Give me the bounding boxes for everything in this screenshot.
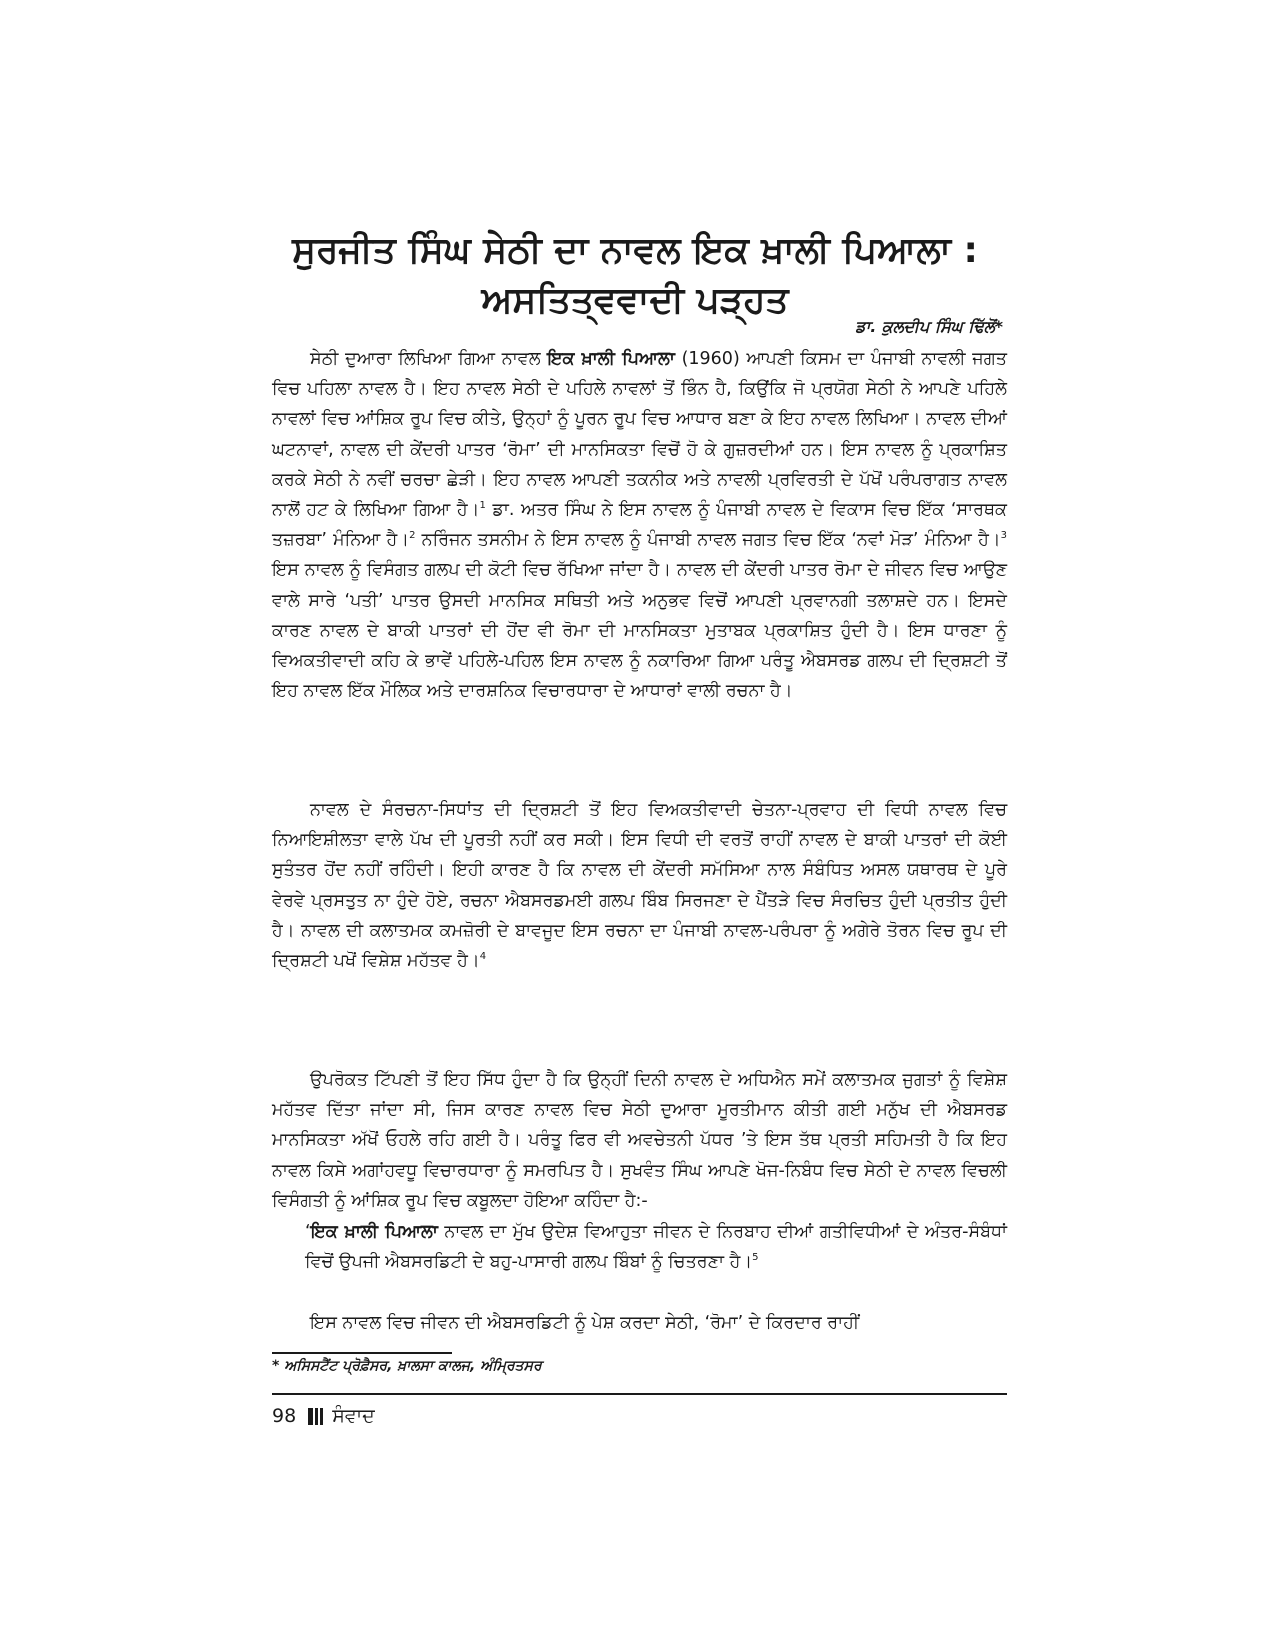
block-quote [305,1217,1007,1277]
paragraph-1 [272,344,1007,706]
paragraph-1-part-a: (1960) ਆਪਣੀ ਕਿਸਮ ਦਾ ਪੰਜਾਬੀ ਨਾਵਲੀ ਜਗਤ ਵਿਚ ਪਹਿਲਾ ਨਾਵਲ ਹੈ। ਇਹ ਨਾਵਲ ਸੇਠੀ ਦੇ ਪਹਿਲੇ ਨਾਵਲਾਂ ਤੋਂ ਭਿੰਨ ਹੈ, ਕਿਉਂਕਿ ਜੋ ਪ੍ਰਯੋਗ ਸੇਠੀ ਨੇ ਆਪਣੇ ਪਹਿਲੇ ਨਾਵਲਾਂ ਵਿਚ ਆਂਸ਼ਿਕ ਰੂਪ ਵਿਚ ਕੀਤੇ, ਉਨ੍ਹਾਂ ਨੂੰ ਪੂਰਨ ਰੂਪ ਵਿਚ ਆਧਾਰ ਬਣਾ ਕੇ ਇਹ ਨਾਵਲ ਲਿਖਿਆ। ਨਾਵਲ ਦੀਆਂ ਘਟਨਾਵਾਂ, ਨਾਵਲ ਦੀ ਕੇਂਦਰੀ ਪਾਤਰ ‘ਰੋਮਾ’ ਦੀ ਮਾਨਸਿਕਤਾ ਵਿਚੋਂ ਹੋ ਕੇ ਗੁਜ਼ਰਦੀਆਂ ਹਨ। ਇਸ ਨਾਵਲ ਨੂੰ ਪ੍ਰਕਾਸ਼ਿਤ ਕਰਕੇ ਸੇਠੀ ਨੇ ਨਵੀਂ ਚਰਚਾ ਛੇੜੀ। ਇਹ ਨਾਵਲ ਆਪਣੀ ਤਕਨੀਕ ਅਤੇ ਨਾਵਲੀ ਪ੍ਰਵਿਰਤੀ ਦੇ ਪੱਖੋਂ ਪਰੰਪਰਾਗਤ ਨਾਵਲ ਨਾਲੋਂ ਹਟ ਕੇ ਲਿਖਿਆ ਗਿਆ ਹੈ। [272,349,1008,521]
author-name: ਡਾ. ਕੁਲਦੀਪ ਸਿੰਘ ਢਿੱਲੋਂ* [855,317,1003,336]
footnote-ref-1: 1 [479,500,486,512]
journal-name: ਸੰਵਾਦ [332,1405,375,1427]
paragraph-2 [272,795,1007,976]
paragraph-3-text: ਉਪਰੋਕਤ ਟਿੱਪਣੀ ਤੋਂ ਇਹ ਸਿੱਧ ਹੁੰਦਾ ਹੈ ਕਿ ਉਨ੍ਹੀਂ ਦਿਨੀ ਨਾਵਲ ਦੇ ਅਧਿਐਨ ਸਮੇਂ ਕਲਾਤਮਕ ਜੁਗਤਾਂ ਨੂੰ ਵਿਸ਼ੇਸ਼ ਮਹੱਤਵ ਦਿੱਤਾ ਜਾਂਦਾ ਸੀ, ਜਿਸ ਕਾਰਣ ਨਾਵਲ ਵਿਚ ਸੇਠੀ ਦੁਆਰਾ ਮੂਰਤੀਮਾਨ ਕੀਤੀ ਗਈ ਮਨੁੱਖ ਦੀ ਐਬਸਰਡ ਮਾਨਸਿਕਤਾ ਅੱਖੋਂ ਓਹਲੇ ਰਹਿ ਗਈ ਹੈ। ਪਰੰਤੂ ਫਿਰ ਵੀ ਅਵਚੇਤਨੀ ਪੱਧਰ ’ਤੇ ਇਸ ਤੱਥ ਪ੍ਰਤੀ ਸਹਿਮਤੀ ਹੈ ਕਿ ਇਹ ਨਾਵਲ ਕਿਸੇ ਅਗਾਂਹਵਧੂ ਵਿਚਾਰਧਾਰਾ ਨੂੰ ਸਮਰਪਿਤ ਹੈ। ਸੁਖਵੰਤ ਸਿੰਘ ਆਪਣੇ ਖੋਜ-ਨਿਬੰਧ ਵਿਚ ਸੇਠੀ ਦੇ ਨਾਵਲ ਵਿਚਲੀ ਵਿਸੰਗਤੀ ਨੂੰ ਆਂਸ਼ਿਕ ਰੂਪ ਵਿਚ ਕਬੂਲਦਾ ਹੋਇਆ ਕਹਿੰਦਾ ਹੈ:- [272,1070,1007,1211]
journal-bars-icon [308,1408,323,1425]
footer-divider [272,1393,1007,1395]
paragraph-4-text: ਇਸ ਨਾਵਲ ਵਿਚ ਜੀਵਨ ਦੀ ਐਬਸਰਡਿਟੀ ਨੂੰ ਪੇਸ਼ ਕਰਦਾ ਸੇਠੀ, ‘ਰੋਮਾ’ ਦੇ ਕਿਰਦਾਰ ਰਾਹੀਂ [310,1313,860,1333]
quote-novel-title-bold: ਇਕ ਖ਼ਾਲੀ ਪਿਆਲਾ [310,1222,438,1242]
paragraph-4 [272,1308,1007,1338]
article-title-line-1: ਸੁਰਜੀਤ ਸਿੰਘ ਸੇਠੀ ਦਾ ਨਾਵਲ ਇਕ ਖ਼ਾਲੀ ਪਿਆਲਾ : [292,230,978,271]
quote-text: ਨਾਵਲ ਦਾ ਮੁੱਖ ਉਦੇਸ਼ ਵਿਆਹੁਤਾ ਜੀਵਨ ਦੇ ਨਿਰਬਾਹ ਦੀਆਂ ਗਤੀਵਿਧੀਆਂ ਦੇ ਅੰਤਰ-ਸੰਬੰਧਾਂ ਵਿਚੋਂ ਉਪਜੀ ਐਬਸਰਡਿਟੀ ਦੇ ਬਹੁ-ਪਾਸਾਰੀ ਗਲਪ ਬਿੰਬਾਂ ਨੂੰ ਚਿਤਰਣਾ ਹੈ। [305,1222,1007,1273]
article-title-line-2: ਅਸਤਿਤ੍ਵਵਾਦੀ ਪੜ੍ਹਤ [481,280,789,321]
paragraph-1-part-d: ਇਸ ਨਾਵਲ ਨੂੰ ਵਿਸੰਗਤ ਗਲਪ ਦੀ ਕੋਟੀ ਵਿਚ ਰੱਖਿਆ ਜਾਂਦਾ ਹੈ। ਨਾਵਲ ਦੀ ਕੇਂਦਰੀ ਪਾਤਰ ਰੋਮਾ ਦੇ ਜੀਵਨ ਵਿਚ ਆਉਣ ਵਾਲੇ ਸਾਰੇ ‘ਪਤੀ’ ਪਾਤਰ ਉਸਦੀ ਮਾਨਸਿਕ ਸਥਿਤੀ ਅਤੇ ਅਨੁਭਵ ਵਿਚੋਂ ਆਪਣੀ ਪ੍ਰਵਾਨਗੀ ਤਲਾਸ਼ਦੇ ਹਨ। ਇਸਦੇ ਕਾਰਣ ਨਾਵਲ ਦੇ ਬਾਕੀ ਪਾਤਰਾਂ ਦੀ ਹੋਂਦ ਵੀ ਰੋਮਾ ਦੀ ਮਾਨਸਿਕਤਾ ਮੁਤਾਬਕ ਪ੍ਰਕਾਸ਼ਿਤ ਹੁੰਦੀ ਹੈ। ਇਸ ਧਾਰਣਾ ਨੂੰ ਵਿਅਕਤੀਵਾਦੀ ਕਹਿ ਕੇ ਭਾਵੇਂ ਪਹਿਲੇ-ਪਹਿਲ ਇਸ ਨਾਵਲ ਨੂੰ ਨਕਾਰਿਆ ਗਿਆ ਪਰੰਤੂ ਐਬਸਰਡ ਗਲਪ ਦੀ ਦ੍ਰਿਸ਼ਟੀ ਤੋਂ ਇਹ ਨਾਵਲ ਇੱਕ ਮੌਲਿਕ ਅਤੇ ਦਾਰਸ਼ਨਿਕ ਵਿਚਾਰਧਾਰਾ ਦੇ ਆਧਾਰਾਂ ਵਾਲੀ ਰਚਨਾ ਹੈ। [272,560,1007,702]
paragraph-2-text: ਨਾਵਲ ਦੇ ਸੰਰਚਨਾ-ਸਿਧਾਂਤ ਦੀ ਦ੍ਰਿਸ਼ਟੀ ਤੋਂ ਇਹ ਵਿਅਕਤੀਵਾਦੀ ਚੇਤਨਾ-ਪ੍ਰਵਾਹ ਦੀ ਵਿਧੀ ਨਾਵਲ ਵਿਚ ਨਿਆਇਸ਼ੀਲਤਾ ਵਾਲੇ ਪੱਖ ਦੀ ਪੂਰਤੀ ਨਹੀਂ ਕਰ ਸਕੀ। ਇਸ ਵਿਧੀ ਦੀ ਵਰਤੋਂ ਰਾਹੀਂ ਨਾਵਲ ਦੇ ਬਾਕੀ ਪਾਤਰਾਂ ਦੀ ਕੋਈ ਸੁਤੰਤਰ ਹੋਂਦ ਨਹੀਂ ਰਹਿੰਦੀ। ਇਹੀ ਕਾਰਣ ਹੈ ਕਿ ਨਾਵਲ ਦੀ ਕੇਂਦਰੀ ਸਮੱਸਿਆ ਨਾਲ ਸੰਬੰਧਿਤ ਅਸਲ ਯਥਾਰਥ ਦੇ ਪੂਰੇ ਵੇਰਵੇ ਪ੍ਰਸਤੁਤ ਨਾ ਹੁੰਦੇ ਹੋਏ, ਰਚਨਾ ਐਬਸਰਡਮਈ ਗਲਪ ਬਿੰਬ ਸਿਰਜਣਾ ਦੇ ਪੈਂਤੜੇ ਵਿਚ ਸੰਰਚਿਤ ਹੁੰਦੀ ਪ੍ਰਤੀਤ ਹੁੰਦੀ ਹੈ। ਨਾਵਲ ਦੀ ਕਲਾਤਮਕ ਕਮਜ਼ੋਰੀ ਦੇ ਬਾਵਜੂਦ ਇਸ ਰਚਨਾ ਦਾ ਪੰਜਾਬੀ ਨਾਵਲ-ਪਰੰਪਰਾ ਨੂੰ ਅਗੇਰੇ ਤੋਰਨ ਵਿਚ ਰੂਪ ਦੀ ਦ੍ਰਿਸ਼ਟੀ ਪਖੋਂ ਵਿਸ਼ੇਸ਼ ਮਹੱਤਵ ਹੈ। [272,800,1007,972]
footnote-ref-2: 2 [409,530,416,542]
page-footer [272,1405,375,1427]
author-affiliation-footnote: * ਅਸਿਸਟੈਂਟ ਪ੍ਰੋਫ਼ੈਸਰ, ਖ਼ਾਲਸਾ ਕਾਲਜ, ਅੰਮ੍ਰਿਤਸਰ [272,1358,542,1374]
quote-open-mark: ‘ [305,1222,311,1242]
footnote-ref-3: 3 [1000,530,1007,542]
paragraph-1-part-b: ਡਾ. ਅਤਰ ਸਿੰਘ ਨੇ ਇਸ ਨਾਵਲ ਨੂੰ ਪੰਜਾਬੀ ਨਾਵਲ ਦੇ ਵਿਕਾਸ ਵਿਚ ਇੱਕ ‘ਸਾਰਥਕ ਤਜ਼ਰਬਾ’ ਮੰਨਿਆ ਹੈ। [272,500,1007,551]
paragraph-3 [272,1065,1007,1216]
footnote-divider [272,1352,452,1354]
paragraph-1-lead: ਸੇਠੀ ਦੁਆਰਾ ਲਿਖਿਆ ਗਿਆ ਨਾਵਲ [310,349,548,369]
paragraph-1-part-c: ਨਰਿੰਜਨ ਤਸਨੀਮ ਨੇ ਇਸ ਨਾਵਲ ਨੂੰ ਪੰਜਾਬੀ ਨਾਵਲ ਜਗਤ ਵਿਚ ਇੱਕ ‘ਨਵਾਂ ਮੋੜ’ ਮੰਨਿਆ ਹੈ। [415,530,1001,551]
page-number: 98 [272,1405,297,1427]
footnote-ref-4: 4 [479,951,487,963]
footnote-ref-5: 5 [752,1252,759,1264]
novel-title-bold: ਇਕ ਖ਼ਾਲੀ ਪਿਆਲਾ [547,349,675,369]
